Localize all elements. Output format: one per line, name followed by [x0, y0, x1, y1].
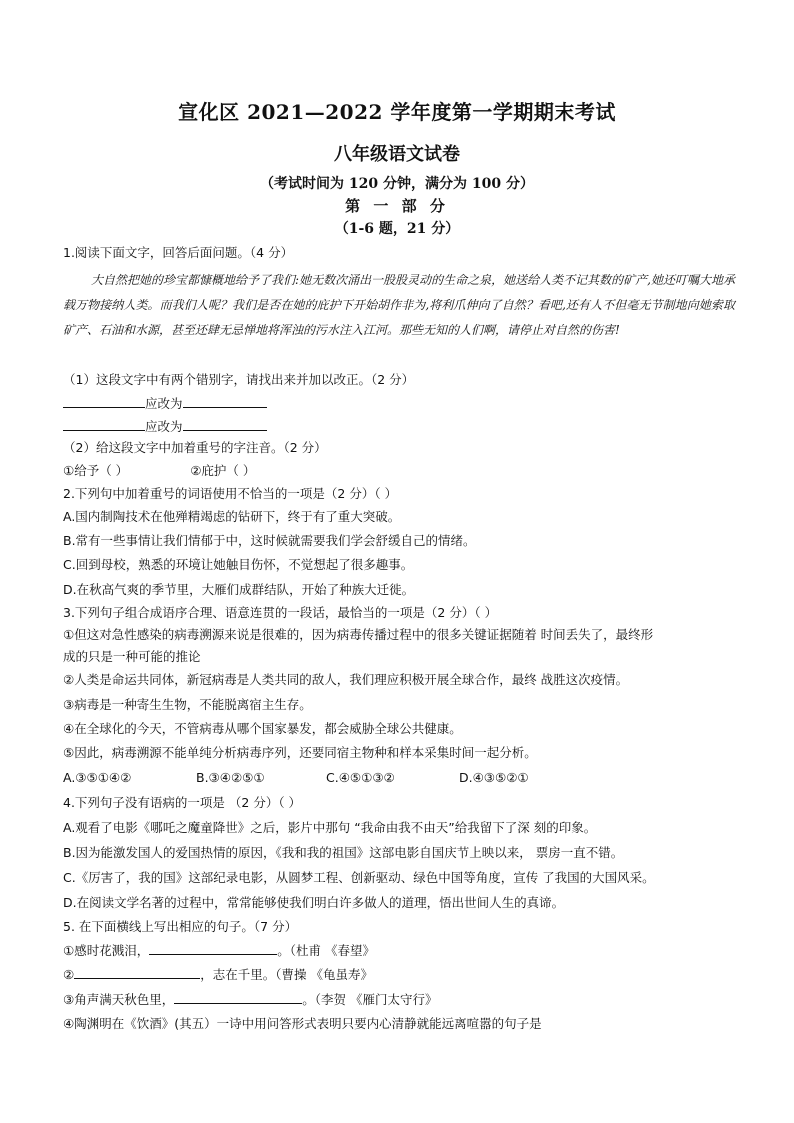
q4-option-a: A.观看了电影《哪吒之魔童降世》之后，影片中那句 “我命由我不由天”给我留下了深 刻的印象。 — [63, 820, 597, 835]
q4-option-b: B.因为能激发国人的爱国热情的原因，《我和我的祖国》这部电影自国庆节上映以来， 票房一直不错。 — [63, 845, 624, 860]
q1-sub1: （1）这段文字中有两个错别字，请找出来并加以改正。（2 分） — [63, 372, 415, 387]
q2-option-a: A.国内制陶技术在他殚精竭虑的钻研下，终于有了重大突破。 — [63, 509, 401, 524]
answer-blank[interactable] — [63, 395, 145, 408]
q4-option-d: D.在阅读文学名著的过程中，常常能够使我们明白许多做人的道理，悟出世间人生的真谛。 — [63, 895, 565, 910]
q3-choices — [63, 770, 735, 786]
q5-line-4: ④陶渊明在《饮酒》(其五）一诗中用问答形式表明只要内心清静就能远离喧嚣的句子是 — [63, 1016, 542, 1031]
q5-line-3 — [63, 991, 735, 1008]
q3-choice-d: D.④③⑤②① — [459, 770, 529, 785]
q3-sentence-2: ②人类是命运共同体，新冠病毒是人类共同的敌人，我们理应积极开展全球合作，最终 战胜这次疫情。 — [63, 672, 629, 687]
q1-passage: 大自然把她的珍宝都慷概地给予了我们:她无数次涌出一股股灵动的生命之泉，她送给人类不记其数的矿产,她还叮嘱大地承载万物接纳人类。而我们人呢？我们是否在她的庇护下开始胡作非为,将利爪伸向了自然？看吧,还有人不但毫无节制地向她索取矿产、石油和水源，甚至还肆无忌惮地将浑浊的污水注入江河。那些无知的人们啊，请停止对自然的伤害! — [63, 273, 735, 337]
q5-line-1-prefix: ①感时花溅泪， — [63, 943, 150, 958]
q2-option-b: B.常有一些事情让我们情郁于中，这时候就需要我们学会舒缓自己的情绪。 — [63, 533, 476, 548]
answer-blank[interactable] — [183, 395, 267, 408]
q4-stem: 4.下列句子没有语病的一项是 （2 分）（ ） — [63, 795, 302, 810]
answer-blank[interactable] — [183, 418, 267, 431]
q3-choice-c: C.④⑤①③② — [326, 770, 395, 785]
q3-sentence-1-cont: 成的只是一种可能的推论 — [63, 649, 201, 664]
exam-info: （考试时间为 120 分钟，满分为 100 分） — [260, 176, 534, 192]
answer-blank[interactable] — [63, 418, 145, 431]
correct-label: 应改为 — [145, 419, 183, 434]
q3-choice-b: B.③④②⑤① — [196, 770, 265, 785]
q5-line-2 — [63, 966, 735, 983]
q1-correction-row-1 — [63, 395, 735, 412]
q1-sub2: （2）给这段文字中加着重号的字注音。（2 分） — [63, 440, 327, 455]
q2-option-c: C.回到母校，熟悉的环境让她触目伤怀，不觉想起了很多趣事。 — [63, 557, 414, 572]
q5-line-1 — [63, 942, 735, 959]
pinyin-item-1: ①给予（ ） — [63, 463, 129, 478]
q5-line-1-source: 。（杜甫 《春望》 — [277, 943, 375, 958]
q4-option-c: C.《厉害了，我的国》这部纪录电影，从圆梦工程、创新驱动、绿色中国等角度，宣传 了我国的大国风采。 — [63, 870, 655, 885]
q5-line-2-prefix: ② — [63, 967, 75, 982]
q5-line-2-source: ，志在千里。（曹操 《龟虽寿》 — [200, 967, 373, 982]
q1-stem: 1.阅读下面文字，回答后面问题。（4 分） — [63, 245, 294, 260]
q1-correction-row-2 — [63, 418, 735, 435]
answer-blank[interactable] — [74, 966, 200, 979]
answer-blank[interactable] — [174, 991, 302, 1004]
q5-line-3-source: 。（李贺 《雁门太守行》 — [302, 992, 438, 1007]
q3-sentence-3: ③病毒是一种寄生生物，不能脱离宿主生存。 — [63, 697, 312, 712]
part-heading: 第 一 部 分 — [345, 197, 449, 215]
pinyin-item-2: ②庇护（ ） — [190, 463, 256, 478]
exam-title: 宣化区 2021—2022 学年度第一学期期末考试 — [178, 100, 616, 124]
correct-label: 应改为 — [145, 396, 183, 411]
q2-stem: 2.下列句中加着重号的词语使用不恰当的一项是（2 分）（ ） — [63, 486, 398, 501]
q3-choice-a: A.③⑤①④② — [63, 770, 132, 785]
q1-pinyin-row — [63, 463, 735, 479]
q2-option-d: D.在秋高气爽的季节里，大雁们成群结队，开始了种族大迁徙。 — [63, 582, 415, 597]
q3-sentence-5: ⑤因此，病毒溯源不能单纯分析病毒序列，还要同宿主物种和样本采集时间一起分析。 — [63, 745, 537, 760]
q3-sentence-1: ①但这对急性感染的病毒溯源来说是很难的，因为病毒传播过程中的很多关键证据随着 时间丢失了，最终形 — [63, 627, 654, 642]
q5-stem: 5. 在下面横线上写出相应的句子。（7 分） — [63, 919, 298, 934]
answer-blank[interactable] — [149, 942, 277, 955]
q5-line-3-prefix: ③角声满天秋色里， — [63, 992, 175, 1007]
q3-sentence-4: ④在全球化的今天，不管病毒从哪个国家暴发，都会威胁全球公共健康。 — [63, 721, 462, 736]
part-range: （1-6 题，21 分） — [334, 221, 460, 237]
q3-stem: 3.下列句子组合成语序合理、语意连贯的一段话，最恰当的一项是（2 分）（ ） — [63, 605, 498, 620]
exam-subtitle: 八年级语文试卷 — [334, 144, 460, 165]
